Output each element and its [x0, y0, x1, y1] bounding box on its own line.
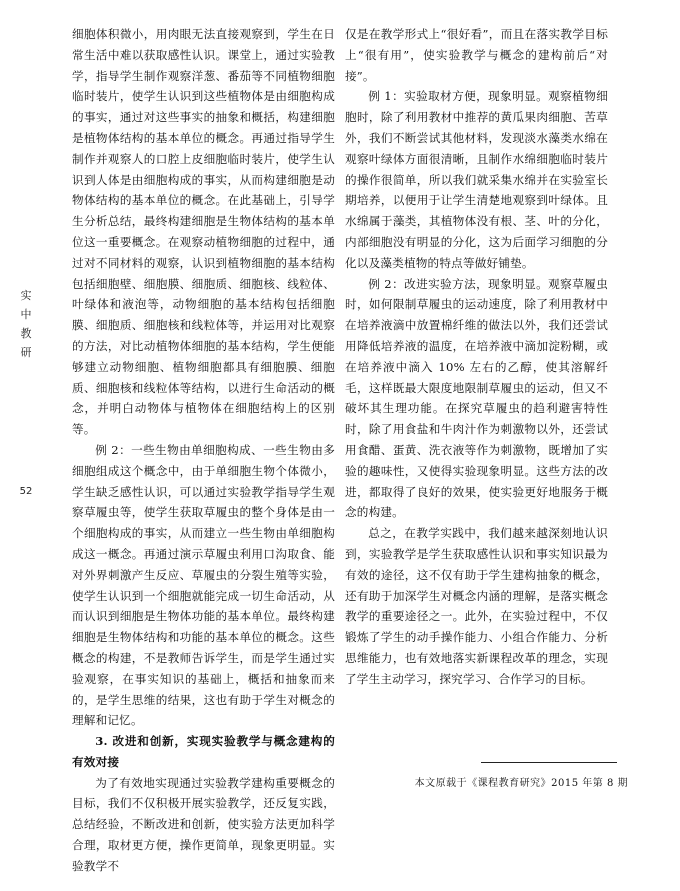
body-paragraph: 例 1：实验取材方便，现象明显。观察植物细胞时，除了利用教材中推荐的黄瓜果肉细胞、苦草外，我们不断尝试其他材料，发现淡水藻类水绵在观察叶绿体方面很清晰，且制作水绵细胞临时装片的操作很简单，所以我们就采集水绵并在实验室长期培养，以便用于让学生清楚地观察到叶绿体。且水绵属于藻类，其植物体没有根、茎、叶的分化，内部细胞没有明显的分化，这为后面学习细胞的分化以及藻类植物的特点等做好铺垫。: [345, 89, 608, 270]
page-number: 52: [19, 486, 33, 497]
footnote-divider: [481, 762, 617, 763]
journal-name-vertical: [18, 286, 34, 362]
section-heading: 3. 改进和创新，实现实验教学与概念建构的有效对接: [72, 734, 335, 769]
body-paragraph: 细胞体积微小，用肉眼无法直接观察到，学生在日常生活中难以获取感性认识。课堂上，通过实验教学，指导学生制作观察洋葱、番茄等不同植物细胞临时装片，使学生认识到这些植物体是由细胞构成的事实，通过对这些事实的抽象和概括，构建细胞是植物体结构的基本单位的概念。再通过指导学生制作并观察人的口腔上皮细胞临时装片，使学生认识到人体是由细胞构成的事实，从而构建细胞是动物体结构的基本单位的概念。在此基础上，引导学生分析总结，最终构建细胞是生物体结构的基本单位这一重要概念。在观察动植物细胞的过程中，通过对不同材料的观察，认识到植物细胞的基本结构包括细胞壁、细胞膜、细胞质、细胞核、线粒体、叶绿体和液泡等，动物细胞的基本结构包括细胞膜、细胞质、细胞核和线粒体等，并运用对比观察的方法，对比动植物体细胞的基本结构，学生便能够建立动物细胞、植物细胞都具有细胞膜、细胞质、细胞核和线粒体等结构，以进行生命活动的概念，并明白动物体与植物体在细胞结构上的区别等。: [72, 27, 335, 437]
body-paragraph: 为了有效地实现通过实验教学建构重要概念的目标，我们不仅积极开展实验教学，还反复实践，总结经验，不断改进和创新，使实验方法更加科学合理，取材更方便，操作更简单，现象更明显。实验教学不: [72, 775, 335, 873]
body-paragraph: 例 2：改进实验方法，现象明显。观察草履虫时，如何限制草履虫的运动速度，除了利用教材中在培养液滴中放置棉纤维的做法以外，我们还尝试用降低培养液的温度，在培养液中滴加淀粉糊，或在培养液中滴入 10% 左右的乙醇，使其溶解纤毛，这样既最大限度地限制草履虫的运动，但又不破坏其生理功能。在探究草履虫的趋利避害特性时，除了用食盐和牛肉汁作为刺激物以外，还尝试用食醋、蛋黄、洗衣液等作为刺激物，既增加了实验的趣味性，又使得实验现象明显。这些方法的改进，都取得了良好的效果，使实验更好地服务于概念的构建。: [345, 276, 608, 520]
journal-name-char: 中: [20, 308, 32, 321]
journal-name-char: 实: [20, 289, 32, 302]
journal-name-char: 教: [20, 327, 32, 340]
right-column: [345, 24, 608, 690]
journal-name-char: 研: [20, 346, 32, 359]
body-paragraph: 例 2：一些生物由单细胞构成、一些生物由多细胞组成这个概念中，由于单细胞生物个体微小，学生缺乏感性认识，可以通过实验教学指导学生观察草履虫等，使学生获取草履虫的整个身体是由一个细胞构成的事实，从而建立一些生物由单细胞构成这一概念。再通过演示草履虫利用口沟取食、能对外界刺激产生反应、草履虫的分裂生殖等实验，使学生认识到一个细胞就能完成一切生命活动，从而认识到细胞是生物体功能的基本单位。最终构建细胞是生物体结构和功能的基本单位的概念。这些概念的构建，不是教师告诉学生，而是学生通过实验观察，在事实知识的基础上，概括和抽象而来的，是学生思维的结果，这也有助于学生对概念的理解和记忆。: [72, 442, 335, 728]
source-note: 本文原载于《课程教育研究》2015 年第 8 期: [414, 778, 628, 789]
body-paragraph: 仅是在教学形式上“很好看”，而且在落实教学目标上“很有用”，使实验教学与概念的建构前后“对接”。: [345, 27, 608, 83]
body-paragraph: 总之，在教学实践中，我们越来越深刻地认识到，实验教学是学生获取感性认识和事实知识最为有效的途径，这不仅有助于学生建构抽象的概念，还有助于加深学生对概念内涵的理解，是落实概念教学的重要途径之一。此外，在实验过程中，不仅锻炼了学生的动手操作能力、小组合作能力、分析思维能力，也有效地落实新课程改革的理念，实现了学生主动学习，探究学习、合作学习的目标。: [345, 526, 608, 686]
left-column: [72, 24, 335, 877]
